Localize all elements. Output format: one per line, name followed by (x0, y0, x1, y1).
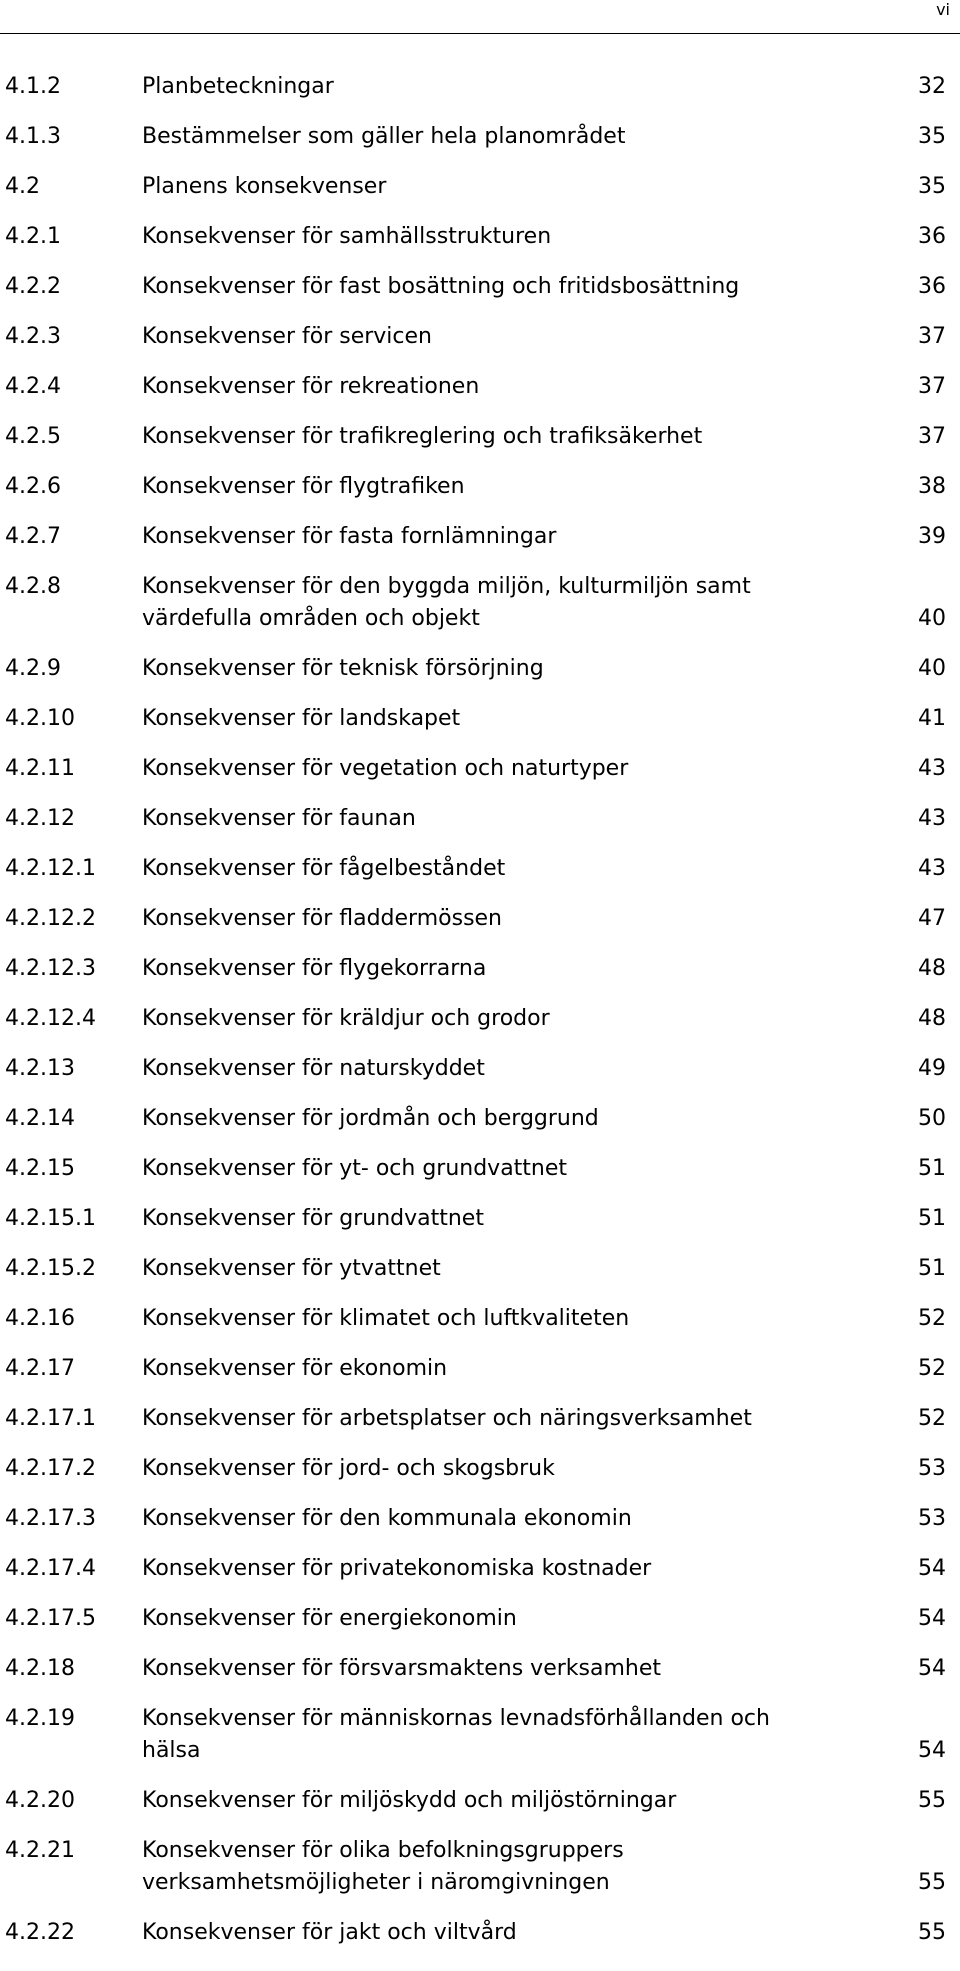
toc-entry[interactable] (0, 1835, 960, 1917)
toc-entry-title: Konsekvenser för teknisk försörjning (142, 656, 544, 681)
toc-entry-page: 40 (918, 606, 946, 631)
toc-entry-page: 51 (918, 1206, 946, 1231)
toc-entry-number: 4.2.12.1 (5, 856, 96, 881)
toc-entry-title: Konsekvenser för fasta fornlämningar (142, 524, 557, 549)
toc-entry-title: Konsekvenser för grundvattnet (142, 1206, 484, 1231)
toc-entry[interactable] (0, 1203, 960, 1253)
toc-entry-number: 4.2.3 (5, 324, 61, 349)
toc-entry-title: Konsekvenser för ytvattnet (142, 1256, 441, 1281)
toc-entry-number: 4.2.17.5 (5, 1606, 96, 1631)
header-divider (0, 33, 960, 34)
toc-entry-title: Konsekvenser för samhällsstrukturen (142, 224, 552, 249)
toc-entry-title: Konsekvenser för naturskyddet (142, 1056, 485, 1081)
toc-entry-page: 41 (918, 706, 946, 731)
toc-entry-number: 4.2.15.1 (5, 1206, 96, 1231)
toc-entry-page: 55 (918, 1870, 946, 1895)
toc-entry-title: Konsekvenser för rekreationen (142, 374, 480, 399)
toc-entry-page: 36 (918, 274, 946, 299)
toc-entry[interactable] (0, 1703, 960, 1785)
toc-entry-title-line1: Konsekvenser för den byggda miljön, kulturmiljön samt (142, 574, 751, 599)
toc-entry-title-line2: hälsa (142, 1738, 201, 1763)
toc-entry-number: 4.2.2 (5, 274, 61, 299)
toc-entry-page: 37 (918, 324, 946, 349)
toc-entry-number: 4.2.7 (5, 524, 61, 549)
toc-entry[interactable] (0, 753, 960, 803)
toc-entry-page: 50 (918, 1106, 946, 1131)
toc-entry-number: 4.2.12.2 (5, 906, 96, 931)
toc-entry-number: 4.2.19 (5, 1706, 75, 1731)
toc-entry-page: 47 (918, 906, 946, 931)
toc-entry-page: 38 (918, 474, 946, 499)
toc-entry-title: Konsekvenser för jakt och viltvård (142, 1920, 517, 1945)
toc-entry-number: 4.2.22 (5, 1920, 75, 1945)
table-of-contents (0, 71, 960, 1967)
toc-entry-number: 4.2.5 (5, 424, 61, 449)
toc-entry[interactable] (0, 853, 960, 903)
toc-entry-title: Konsekvenser för privatekonomiska kostnader (142, 1556, 652, 1581)
toc-entry-page: 40 (918, 656, 946, 681)
toc-entry-title-line1: Konsekvenser för olika befolkningsgruppers (142, 1838, 624, 1863)
toc-entry-title: Konsekvenser för yt- och grundvattnet (142, 1156, 568, 1181)
toc-entry-page: 55 (918, 1920, 946, 1945)
toc-entry-number: 4.2.18 (5, 1656, 75, 1681)
toc-entry-number: 4.2.15.2 (5, 1256, 96, 1281)
page-number: vi (936, 0, 950, 19)
toc-entry-number: 4.2.12.3 (5, 956, 96, 981)
toc-entry-title: Konsekvenser för flygtrafiken (142, 474, 465, 499)
toc-entry-number: 4.2.16 (5, 1306, 75, 1331)
toc-entry-number: 4.2.4 (5, 374, 61, 399)
toc-entry-title-line2: verksamhetsmöjligheter i näromgivningen (142, 1870, 610, 1895)
toc-entry[interactable] (0, 703, 960, 753)
toc-entry-number: 4.2.17 (5, 1356, 75, 1381)
toc-entry-title-line1: Konsekvenser för människornas levnadsförhållanden och (142, 1706, 770, 1731)
toc-entry-page: 37 (918, 424, 946, 449)
toc-entry-page: 37 (918, 374, 946, 399)
toc-entry[interactable] (0, 321, 960, 371)
toc-entry[interactable] (0, 371, 960, 421)
toc-entry[interactable] (0, 1153, 960, 1203)
toc-entry-page: 52 (918, 1406, 946, 1431)
toc-entry-title: Planens konsekvenser (142, 174, 387, 199)
toc-entry-title: Bestämmelser som gäller hela planområdet (142, 124, 626, 149)
toc-entry-page: 54 (918, 1738, 946, 1763)
toc-entry-page: 36 (918, 224, 946, 249)
toc-entry-number: 4.2.9 (5, 656, 61, 681)
toc-entry-title: Konsekvenser för landskapet (142, 706, 461, 731)
toc-entry[interactable] (0, 1603, 960, 1653)
toc-entry-title: Konsekvenser för vegetation och naturtyper (142, 756, 629, 781)
toc-entry[interactable] (0, 1053, 960, 1103)
toc-entry[interactable] (0, 471, 960, 521)
toc-entry-page: 51 (918, 1156, 946, 1181)
toc-entry-number: 4.2.21 (5, 1838, 75, 1863)
toc-entry-page: 55 (918, 1788, 946, 1813)
toc-entry-page: 48 (918, 1006, 946, 1031)
toc-entry-title (142, 1703, 902, 1767)
toc-entry-title: Konsekvenser för försvarsmaktens verksamhet (142, 1656, 661, 1681)
toc-entry-title (142, 571, 902, 635)
toc-entry-title: Konsekvenser för arbetsplatser och näringsverksamhet (142, 1406, 752, 1431)
toc-entry-page: 51 (918, 1256, 946, 1281)
toc-entry[interactable] (0, 1403, 960, 1453)
toc-entry[interactable] (0, 121, 960, 171)
toc-entry-title: Konsekvenser för trafikreglering och trafiksäkerhet (142, 424, 703, 449)
toc-entry[interactable] (0, 571, 960, 653)
toc-entry-number: 4.2.6 (5, 474, 61, 499)
toc-entry-number: 4.1.2 (5, 74, 61, 99)
toc-entry-number: 4.2.1 (5, 224, 61, 249)
toc-entry-title: Konsekvenser för flygekorrarna (142, 956, 487, 981)
toc-entry-number: 4.2.17.2 (5, 1456, 96, 1481)
toc-entry-number: 4.2.12 (5, 806, 75, 831)
toc-entry-title: Konsekvenser för jord- och skogsbruk (142, 1456, 555, 1481)
toc-entry-page: 53 (918, 1456, 946, 1481)
toc-entry[interactable] (0, 1503, 960, 1553)
toc-entry[interactable] (0, 1553, 960, 1603)
toc-entry-page: 49 (918, 1056, 946, 1081)
toc-entry-number: 4.2.17.3 (5, 1506, 96, 1531)
toc-entry[interactable] (0, 1785, 960, 1835)
toc-entry-number: 4.2.14 (5, 1106, 75, 1131)
toc-entry-number: 4.2 (5, 174, 40, 199)
toc-entry[interactable] (0, 1353, 960, 1403)
toc-entry-title: Konsekvenser för faunan (142, 806, 416, 831)
toc-entry[interactable] (0, 221, 960, 271)
toc-entry-number: 4.2.12.4 (5, 1006, 96, 1031)
toc-entry-title: Konsekvenser för energiekonomin (142, 1606, 517, 1631)
toc-entry[interactable] (0, 653, 960, 703)
toc-entry[interactable] (0, 1453, 960, 1503)
toc-entry-page: 53 (918, 1506, 946, 1531)
toc-entry[interactable] (0, 271, 960, 321)
toc-entry-title: Planbeteckningar (142, 74, 334, 99)
toc-entry-page: 43 (918, 806, 946, 831)
toc-entry-page: 48 (918, 956, 946, 981)
toc-entry-number: 4.2.11 (5, 756, 75, 781)
toc-entry[interactable] (0, 903, 960, 953)
toc-entry[interactable] (0, 71, 960, 121)
toc-entry[interactable] (0, 1303, 960, 1353)
toc-entry[interactable] (0, 953, 960, 1003)
toc-entry-page: 54 (918, 1556, 946, 1581)
toc-entry[interactable] (0, 803, 960, 853)
toc-entry-page: 39 (918, 524, 946, 549)
toc-entry-number: 4.2.8 (5, 574, 61, 599)
toc-entry[interactable] (0, 521, 960, 571)
toc-entry[interactable] (0, 1003, 960, 1053)
toc-entry[interactable] (0, 1917, 960, 1967)
toc-entry-page: 32 (918, 74, 946, 99)
toc-entry-number: 4.1.3 (5, 124, 61, 149)
toc-entry-number: 4.2.17.4 (5, 1556, 96, 1581)
toc-entry-title: Konsekvenser för klimatet och luftkvaliteten (142, 1306, 630, 1331)
toc-entry-page: 35 (918, 174, 946, 199)
toc-entry-page: 43 (918, 856, 946, 881)
toc-entry-page: 35 (918, 124, 946, 149)
toc-entry-title: Konsekvenser för fast bosättning och fritidsbosättning (142, 274, 740, 299)
toc-entry-page: 54 (918, 1606, 946, 1631)
toc-entry-page: 52 (918, 1356, 946, 1381)
toc-entry-title (142, 1835, 902, 1899)
toc-entry-title: Konsekvenser för jordmån och berggrund (142, 1106, 599, 1131)
toc-entry-title: Konsekvenser för kräldjur och grodor (142, 1006, 550, 1031)
toc-entry-number: 4.2.20 (5, 1788, 75, 1813)
toc-entry-title-line2: värdefulla områden och objekt (142, 606, 480, 631)
toc-entry-number: 4.2.13 (5, 1056, 75, 1081)
toc-entry-title: Konsekvenser för fladdermössen (142, 906, 503, 931)
toc-entry[interactable] (0, 171, 960, 221)
toc-entry-title: Konsekvenser för fågelbeståndet (142, 856, 506, 881)
toc-entry-page: 52 (918, 1306, 946, 1331)
toc-entry-title: Konsekvenser för miljöskydd och miljöstörningar (142, 1788, 677, 1813)
toc-entry[interactable] (0, 1653, 960, 1703)
toc-entry-number: 4.2.15 (5, 1156, 75, 1181)
toc-entry-page: 43 (918, 756, 946, 781)
toc-entry-title: Konsekvenser för servicen (142, 324, 432, 349)
toc-entry-number: 4.2.17.1 (5, 1406, 96, 1431)
toc-entry-page: 54 (918, 1656, 946, 1681)
toc-entry[interactable] (0, 1253, 960, 1303)
toc-entry[interactable] (0, 1103, 960, 1153)
toc-entry-title: Konsekvenser för ekonomin (142, 1356, 448, 1381)
toc-entry-title: Konsekvenser för den kommunala ekonomin (142, 1506, 632, 1531)
toc-entry-number: 4.2.10 (5, 706, 75, 731)
toc-entry[interactable] (0, 421, 960, 471)
